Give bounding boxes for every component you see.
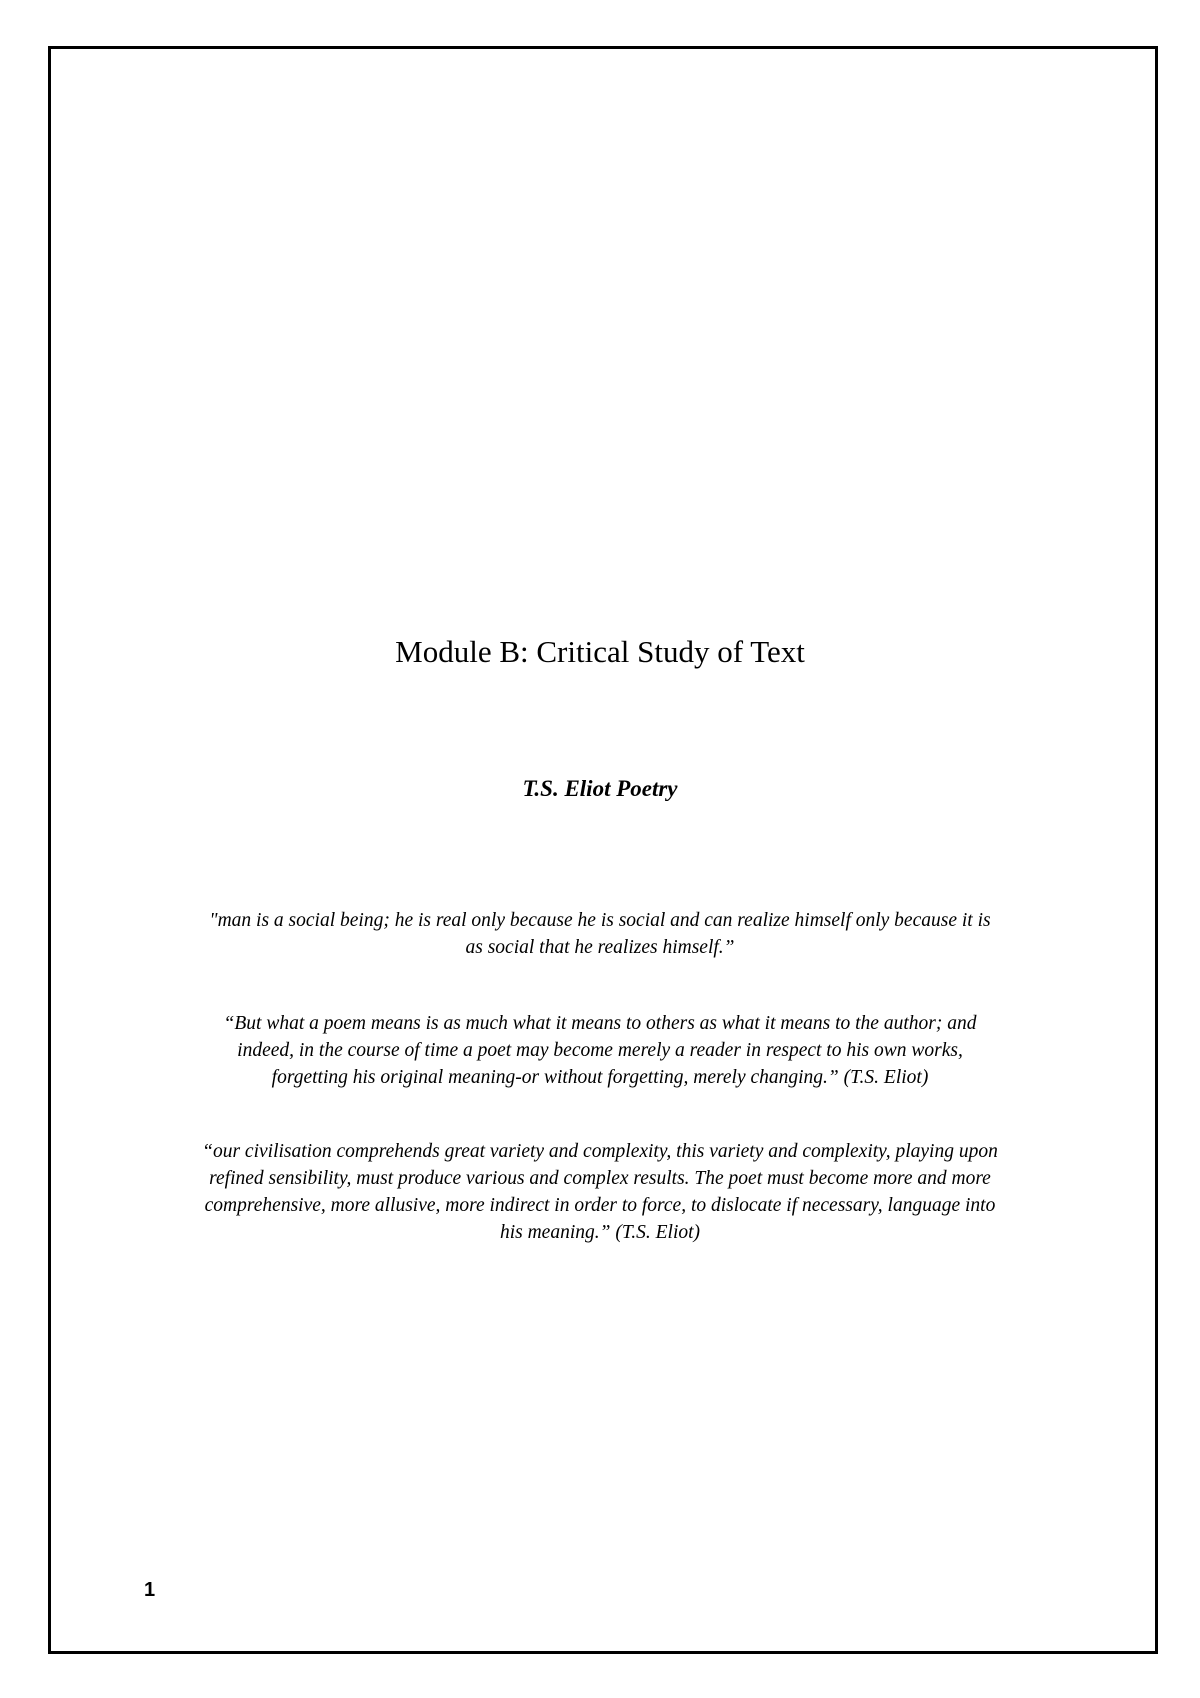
document-subtitle: T.S. Eliot Poetry [522, 776, 678, 801]
quote-civilisation [140, 1138, 1060, 1246]
document-title: Module B: Critical Study of Text [395, 634, 805, 669]
quote-line: as social that he realizes himself.” [465, 937, 735, 958]
quote-line: “our civilisation comprehends great variety and complexity, this variety and complexity, playing upon [202, 1141, 998, 1162]
quote-line: refined sensibility, must produce various and complex results. The poet must become more and more [209, 1168, 991, 1189]
page-border [48, 46, 1158, 1654]
page-number: 1 [144, 1579, 156, 1601]
quote-line: comprehensive, more allusive, more indirect in order to force, to dislocate if necessary, language into [204, 1195, 996, 1216]
quote-social-being [140, 907, 1060, 961]
quote-line: "man is a social being; he is real only because he is social and can realize himself only because it is [209, 910, 991, 931]
quote-line: “But what a poem means is as much what it means to others as what it means to the author; and [223, 1013, 977, 1034]
quote-poem-meaning [140, 1010, 1060, 1091]
quote-line: his meaning.” (T.S. Eliot) [499, 1222, 701, 1243]
quote-line: forgetting his original meaning-or without forgetting, merely changing.” (T.S. Eliot) [271, 1067, 929, 1088]
quote-line: indeed, in the course of time a poet may become merely a reader in respect to his own works, [237, 1040, 963, 1061]
